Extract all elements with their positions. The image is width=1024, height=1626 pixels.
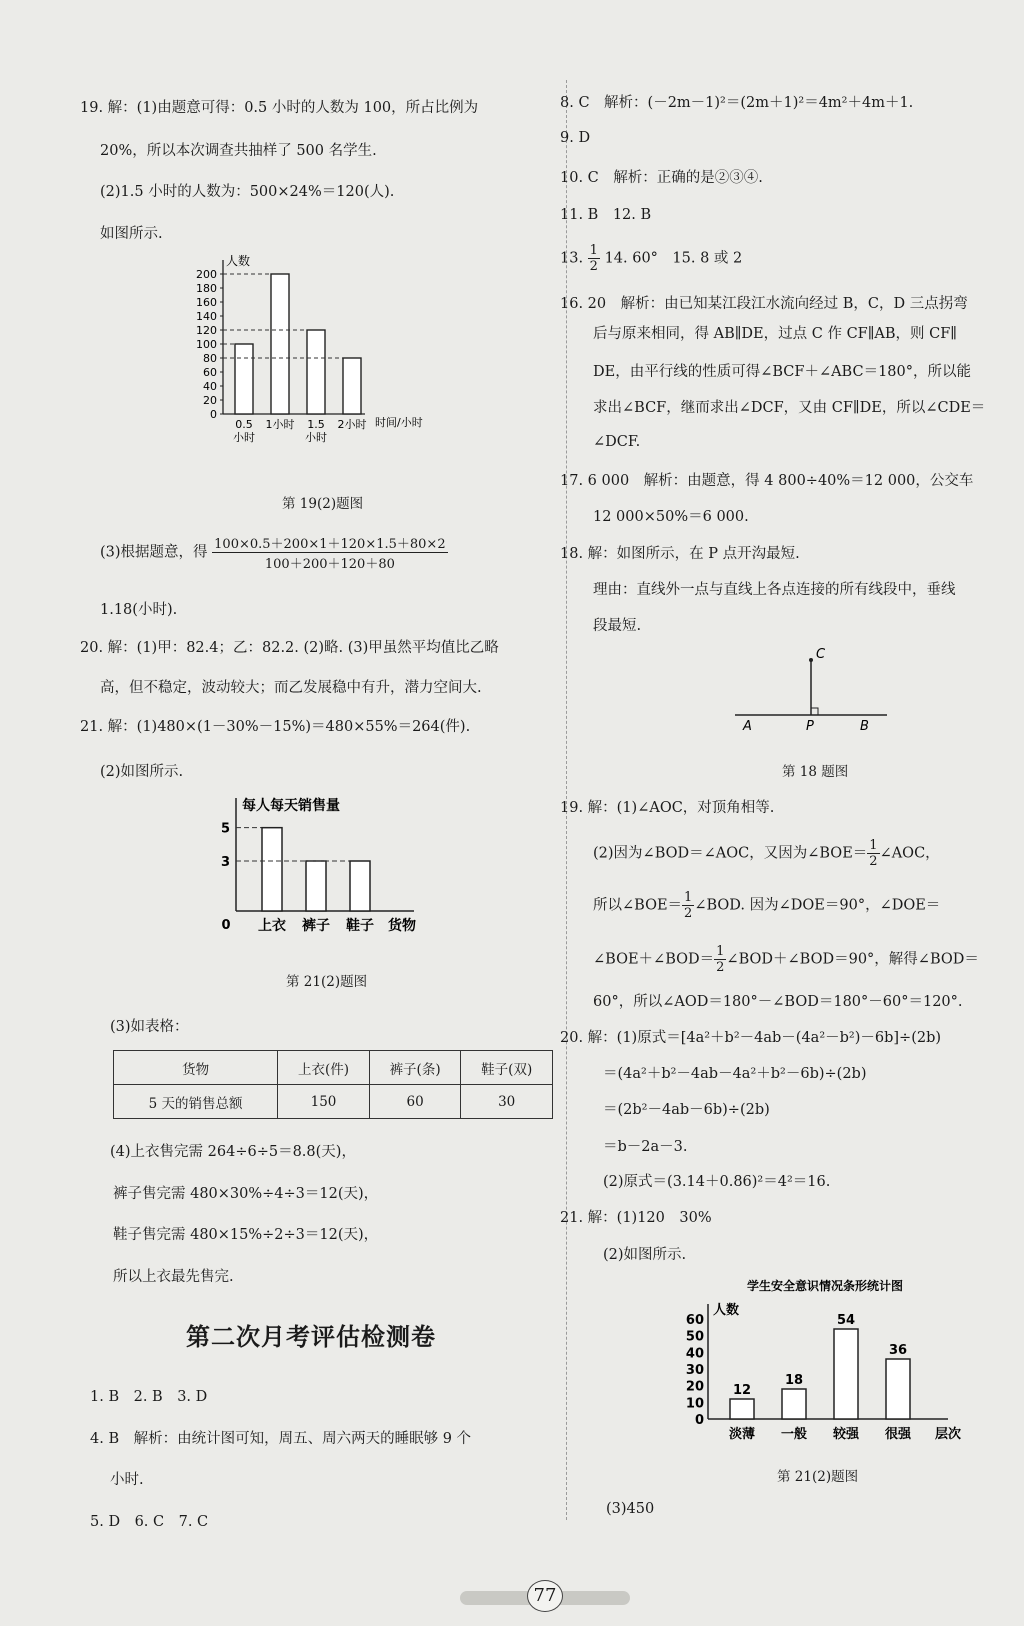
r-answer-16-line1: 16. 20 解析：由已知某江段江水流向经过 B，C，D 三点拐弯 <box>560 296 968 312</box>
q19-line2: 20%，所以本次调查共抽样了 500 名学生. <box>100 143 377 159</box>
y-tick-label: 3 <box>220 855 230 870</box>
bar <box>834 1329 858 1419</box>
table-cell: 5 天的销售总额 <box>114 1085 278 1119</box>
r-answer-9: 9. D <box>560 130 591 146</box>
x-tick-label: 裤子 <box>302 918 330 934</box>
r-answer-19-line4 <box>593 944 979 975</box>
bar <box>343 358 361 414</box>
q21-line6: 鞋子售完需 480×15%÷2÷3＝12(天)， <box>113 1227 379 1243</box>
x-axis-label: 时间/小时 <box>375 416 423 429</box>
y-tick-label: 60 <box>203 366 217 379</box>
r-answer-16-line5: ∠DCF. <box>593 434 641 450</box>
r-answer-20-line2: ＝(4a²＋b²－4ab－4a²＋b²－6b)÷(2b) <box>603 1066 867 1082</box>
r-answer-17-line2: 12 000×50%＝6 000. <box>593 509 749 525</box>
x-axis-label: 层次 <box>934 1427 962 1442</box>
label-b: B <box>860 719 869 734</box>
x-tick-label: 一般 <box>780 1427 808 1442</box>
answers-5-7: 5. D 6. C 7. C <box>90 1514 209 1530</box>
half-fraction <box>682 890 694 921</box>
y-tick-label: 200 <box>196 268 217 281</box>
x-tick-label: 较强 <box>832 1427 860 1442</box>
y-tick-label: 100 <box>196 338 217 351</box>
q19-line3: (2)1.5 小时的人数为：500×24%＝120(人). <box>100 184 395 200</box>
x-tick-label: 1.5 小时 <box>305 418 327 444</box>
r-answer-8: 8. C 解析：(－2m－1)²＝(2m＋1)²＝4m²＋4m＋1. <box>560 95 914 111</box>
q19-fraction <box>212 533 447 572</box>
y-tick-label: 5 <box>220 821 230 837</box>
half-fraction <box>867 838 879 869</box>
q20-line2: 高，但不稳定，波动较大；而乙发展稳中有升，潜力空间大. <box>100 680 482 696</box>
x-tick-label: 0.5 小时 <box>233 418 255 444</box>
q21-line7: 所以上衣最先售完. <box>113 1269 234 1285</box>
r-answer-19-line2 <box>593 838 940 869</box>
q19-line6: 1.18(小时). <box>100 602 178 618</box>
frac-numerator: 1 <box>869 838 878 853</box>
r-answer-11-12: 11. B 12. B <box>560 207 652 223</box>
r-answer-21-line1: 21. 解：(1)120 30% <box>560 1210 712 1226</box>
point-c <box>809 658 813 662</box>
q21-line3: (3)如表格： <box>110 1019 189 1035</box>
bar <box>235 344 253 414</box>
label-p: P <box>806 719 814 734</box>
x-tick-label: 鞋子 <box>346 918 374 934</box>
y-tick-label: 120 <box>196 324 217 337</box>
bar <box>782 1389 806 1419</box>
r-answer-20-line5: (2)原式＝(3.14＋0.86)²＝4²＝16. <box>603 1174 831 1190</box>
r-answer-21-line3: (3)450 <box>606 1501 655 1517</box>
page-number: 77 <box>527 1580 563 1612</box>
r-answer-19-line1: 19. 解：(1)∠AOC，对顶角相等. <box>560 800 775 816</box>
y-axis-label: 人数 <box>713 1303 740 1318</box>
r-answer-18-line3: 段最短. <box>593 618 642 634</box>
table-header-cell: 鞋子(双) <box>461 1051 553 1085</box>
r21-figure-caption: 第 21(2)题图 <box>777 1469 859 1485</box>
frac-denominator: 2 <box>589 259 598 274</box>
bar <box>307 330 325 414</box>
x-tick-label: 淡薄 <box>728 1427 756 1442</box>
q21-figure-caption: 第 21(2)题图 <box>286 974 368 990</box>
chart-daily-sales <box>220 796 454 941</box>
q21-line2: (2)如图所示. <box>100 764 184 780</box>
q19-frac-denominator: 100＋200＋120＋80 <box>264 557 395 572</box>
table-row <box>114 1085 553 1119</box>
table-cell: 60 <box>369 1085 461 1119</box>
r-answer-16-line3: DE，由平行线的性质可得∠BCF＋∠ABC＝180°，所以能 <box>593 364 972 380</box>
r-answer-19-line3 <box>593 890 940 921</box>
x-tick-label: 很强 <box>884 1427 912 1442</box>
frac-numerator: 1 <box>716 944 725 959</box>
bar <box>730 1399 754 1419</box>
y-tick-label: 40 <box>685 1346 704 1362</box>
r-answer-19-line5: 60°，所以∠AOD＝180°－∠BOD＝180°－60°＝120°. <box>593 994 963 1010</box>
bar-data-label: 36 <box>888 1343 908 1358</box>
table-cell: 30 <box>461 1085 553 1119</box>
bar-data-label: 54 <box>836 1313 856 1328</box>
y-tick-label: 20 <box>685 1379 704 1395</box>
frac-denominator: 2 <box>716 960 725 975</box>
answer-4-line2: 小时. <box>110 1472 144 1488</box>
bar-data-label: 12 <box>732 1383 752 1398</box>
y-axis-label: 人数 <box>226 254 251 268</box>
q19-line5 <box>100 533 448 572</box>
y-tick-label: 0 <box>210 408 217 421</box>
label-c: C <box>816 647 826 662</box>
r-answer-21-line2: (2)如图所示. <box>603 1247 687 1263</box>
figure-18-caption: 第 18 题图 <box>782 764 849 780</box>
q21-line1: 21. 解：(1)480×(1－30%－15%)＝480×55%＝264(件). <box>80 719 471 735</box>
y-tick-label: 80 <box>203 352 217 365</box>
r-answer-10: 10. C 解析：正确的是②③④. <box>560 170 763 186</box>
y-tick-label: 60 <box>685 1313 704 1328</box>
table-cell: 150 <box>278 1085 370 1119</box>
r-answer-13-label: 13. <box>560 250 584 267</box>
q19-line1: 19. 解：(1)由题意可得：0.5 小时的人数为 100，所占比例为 <box>80 100 479 116</box>
r19-text-d: ∠BOD. 因为∠DOE＝90°，∠DOE＝ <box>694 897 941 914</box>
bar-data-label: 18 <box>784 1373 804 1388</box>
r-answer-16-line2: 后与原来相同，得 AB∥DE，过点 C 作 CF∥AB，则 CF∥ <box>593 326 958 342</box>
y-tick-label: 140 <box>196 310 217 323</box>
table-header-cell: 上衣(件) <box>278 1051 370 1085</box>
y-tick-label: 0 <box>694 1413 704 1428</box>
frac-numerator: 1 <box>684 890 693 905</box>
q19-line4: 如图所示. <box>100 226 163 242</box>
q19-frac-numerator: 100×0.5＋200×1＋120×1.5＋80×2 <box>212 533 447 553</box>
frac-denominator: 2 <box>869 854 878 869</box>
label-a: A <box>743 719 752 734</box>
bar <box>306 861 326 911</box>
r19-text-a: (2)因为∠BOD＝∠AOC，又因为∠BOE＝ <box>593 845 868 862</box>
q21-line4: (4)上衣售完需 264÷6÷5＝8.8(天)， <box>110 1144 356 1160</box>
bar <box>886 1359 910 1419</box>
x-tick-label: 上衣 <box>258 918 286 934</box>
x-tick-label: 2小时 <box>337 418 367 431</box>
r-answer-20-line4: ＝b－2a－3. <box>603 1139 688 1155</box>
r-answer-13-15 <box>560 243 742 274</box>
y-tick-label: 20 <box>203 394 217 407</box>
q20-line1: 20. 解：(1)甲：82.4；乙：82.2. (2)略. (3)甲虽然平均值比乙略 <box>80 640 499 656</box>
y-tick-label: 10 <box>685 1396 704 1412</box>
sales-table <box>113 1050 553 1119</box>
y-tick-label: 40 <box>203 380 217 393</box>
table-row <box>114 1051 553 1085</box>
r-answer-14-15: 14. 60° 15. 8 或 2 <box>604 250 743 267</box>
answers-1-3: 1. B 2. B 3. D <box>90 1389 208 1405</box>
r-answer-20-line3: ＝(2b²－4ab－6b)÷(2b) <box>603 1102 770 1118</box>
bar <box>350 861 370 911</box>
r-answer-13-fraction <box>588 243 600 274</box>
y-tick-label: 160 <box>196 296 217 309</box>
table-header-cell: 货物 <box>114 1051 278 1085</box>
y-tick-label: 50 <box>685 1329 704 1345</box>
frac-denominator: 2 <box>684 906 693 921</box>
frac-numerator: 1 <box>589 243 598 258</box>
section-title: 第二次月考评估检测卷 <box>186 1323 436 1351</box>
bar <box>271 274 289 414</box>
r-answer-18-line2: 理由：直线外一点与直线上各点连接的所有线段中，垂线 <box>593 582 956 598</box>
r-answer-18-line1: 18. 解：如图所示，在 P 点开沟最短. <box>560 546 800 562</box>
table-header-cell: 裤子(条) <box>369 1051 461 1085</box>
r19-text-b: ∠AOC， <box>879 845 940 862</box>
chart-safety-awareness <box>680 1276 970 1446</box>
x-tick-label: 1小时 <box>265 418 295 431</box>
r-answer-17-line1: 17. 6 000 解析：由题意，得 4 800÷40%＝12 000，公交车 <box>560 473 974 489</box>
half-fraction <box>714 944 726 975</box>
chart-hours-histogram <box>185 256 465 466</box>
y-tick-label: 30 <box>685 1363 704 1378</box>
r-answer-16-line4: 求出∠BCF，继而求出∠DCF，又由 CF∥DE，所以∠CDE＝ <box>593 400 986 416</box>
figure-18-diagram <box>735 640 895 735</box>
q19-line5-text: (3)根据题意，得 <box>100 544 208 561</box>
r19-text-e: ∠BOE＋∠BOD＝ <box>593 951 715 968</box>
r19-text-f: ∠BOD＋∠BOD＝90°，解得∠BOD＝ <box>726 951 979 968</box>
answer-4-line1: 4. B 解析：由统计图可知，周五、周六两天的睡眠够 9 个 <box>90 1431 472 1447</box>
q21-line5: 裤子售完需 480×30%÷4÷3＝12(天)， <box>113 1186 379 1202</box>
x-axis-label: 货物 <box>388 918 416 934</box>
y-axis-label: 每人每天销售量 <box>242 798 340 814</box>
r19-text-c: 所以∠BOE＝ <box>593 897 683 914</box>
chart-title: 学生安全意识情况条形统计图 <box>746 1279 904 1293</box>
bar <box>262 828 282 911</box>
q19-figure-caption: 第 19(2)题图 <box>282 496 364 512</box>
origin-label: 0 <box>221 918 231 933</box>
right-angle-mark <box>811 708 818 715</box>
r-answer-20-line1: 20. 解：(1)原式＝[4a²＋b²－4ab－(4a²－b²)－6b]÷(2b) <box>560 1030 942 1046</box>
y-tick-label: 180 <box>196 282 217 295</box>
